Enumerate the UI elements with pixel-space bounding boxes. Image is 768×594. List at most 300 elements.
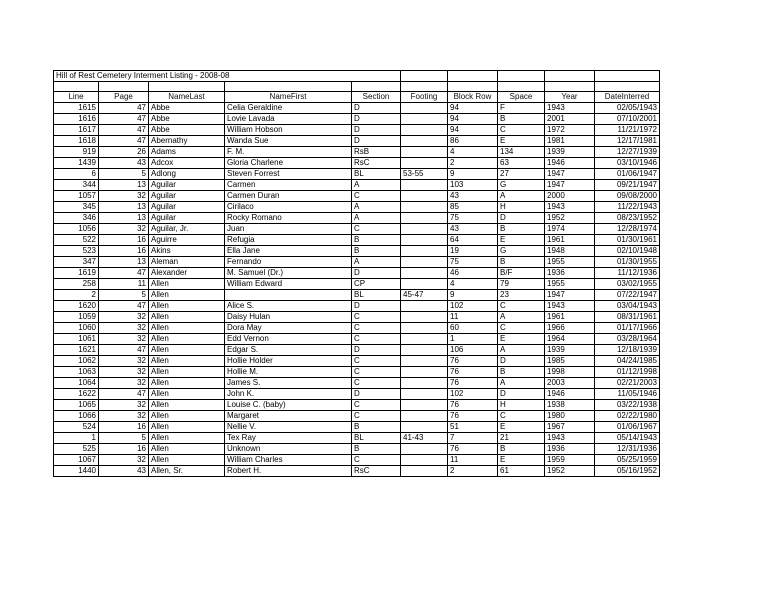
cell-line: 6 [54, 169, 99, 180]
cell-name-last: Allen [149, 433, 225, 444]
cell-date-interred: 05/16/1952 [595, 466, 660, 477]
cell-page: 47 [99, 136, 149, 147]
cell-page: 13 [99, 202, 149, 213]
cell-year: 1966 [545, 323, 595, 334]
table-row [54, 213, 660, 224]
cell-line: 1057 [54, 191, 99, 202]
cell-name-first: Robert H. [225, 466, 352, 477]
cell-section: A [352, 213, 401, 224]
cell-section: D [352, 345, 401, 356]
cell-date-interred: 11/05/1946 [595, 389, 660, 400]
cell-footing [401, 202, 448, 213]
cell-date-interred: 08/31/1961 [595, 312, 660, 323]
cell-page: 47 [99, 389, 149, 400]
cell-name-first: Gloria Charlene [225, 158, 352, 169]
cell-line: 522 [54, 235, 99, 246]
sheet-title: Hill of Rest Cemetery Interment Listing - 2008-08 [54, 71, 401, 82]
cell-year: 1947 [545, 180, 595, 191]
cell-block-row: 60 [448, 323, 498, 334]
col-header-line: Line [54, 92, 99, 103]
cell-block-row: 76 [448, 378, 498, 389]
cell-year: 2000 [545, 191, 595, 202]
cell-footing [401, 356, 448, 367]
cell-footing [401, 378, 448, 389]
cell-section: RsB [352, 147, 401, 158]
cell-line: 524 [54, 422, 99, 433]
cell-name-first: Lovie Lavada [225, 114, 352, 125]
cell-section: RsC [352, 158, 401, 169]
cell-section: D [352, 103, 401, 114]
cell-name-first: Rocky Romano [225, 213, 352, 224]
cell-date-interred: 02/10/1948 [595, 246, 660, 257]
cell-block-row: 4 [448, 147, 498, 158]
cell-date-interred: 12/18/1939 [595, 345, 660, 356]
cell-year: 1961 [545, 235, 595, 246]
empty-cell [401, 71, 448, 82]
cell-footing [401, 158, 448, 169]
cell-year: 1943 [545, 301, 595, 312]
cell-year: 1936 [545, 444, 595, 455]
cell-year: 1967 [545, 422, 595, 433]
cell-line: 1060 [54, 323, 99, 334]
cell-space: D [498, 356, 545, 367]
cell-year: 1998 [545, 367, 595, 378]
cell-name-last: Allen [149, 422, 225, 433]
interment-table [53, 70, 660, 477]
cell-name-last: Allen, Sr. [149, 466, 225, 477]
cell-date-interred: 04/24/1985 [595, 356, 660, 367]
cell-line: 258 [54, 279, 99, 290]
cell-section: CP [352, 279, 401, 290]
cell-space: G [498, 246, 545, 257]
cell-line: 1 [54, 433, 99, 444]
cell-space: C [498, 125, 545, 136]
cell-block-row: 103 [448, 180, 498, 191]
cell-year: 1946 [545, 389, 595, 400]
cell-footing [401, 301, 448, 312]
cell-footing [401, 191, 448, 202]
cell-page: 47 [99, 268, 149, 279]
cell-date-interred: 12/17/1981 [595, 136, 660, 147]
cell-year: 1952 [545, 466, 595, 477]
cell-footing [401, 136, 448, 147]
cell-space: C [498, 301, 545, 312]
cell-space: 134 [498, 147, 545, 158]
cell-section: D [352, 136, 401, 147]
cell-page: 16 [99, 235, 149, 246]
cell-name-last: Allen [149, 334, 225, 345]
cell-footing [401, 411, 448, 422]
cell-page: 5 [99, 433, 149, 444]
cell-footing [401, 466, 448, 477]
cell-year: 1961 [545, 312, 595, 323]
cell-date-interred: 03/04/1943 [595, 301, 660, 312]
cell-line: 1066 [54, 411, 99, 422]
cell-page: 32 [99, 224, 149, 235]
title-row [54, 71, 660, 82]
cell-page: 32 [99, 356, 149, 367]
cell-section: D [352, 301, 401, 312]
cell-block-row: 19 [448, 246, 498, 257]
cell-footing: 45-47 [401, 290, 448, 301]
cell-page: 32 [99, 323, 149, 334]
cell-space: E [498, 334, 545, 345]
cell-name-first: Wanda Sue [225, 136, 352, 147]
table-row [54, 389, 660, 400]
cell-page: 16 [99, 246, 149, 257]
cell-name-first: Ella Jane [225, 246, 352, 257]
cell-block-row: 75 [448, 257, 498, 268]
cell-date-interred: 01/30/1955 [595, 257, 660, 268]
cell-section: B [352, 246, 401, 257]
cell-line: 2 [54, 290, 99, 301]
cell-date-interred: 01/30/1961 [595, 235, 660, 246]
cell-footing [401, 125, 448, 136]
table-row [54, 422, 660, 433]
cell-name-first: Unknown [225, 444, 352, 455]
cell-date-interred: 03/10/1946 [595, 158, 660, 169]
empty-cell [595, 71, 660, 82]
cell-section: A [352, 257, 401, 268]
cell-name-last: Allen [149, 378, 225, 389]
cell-year: 2001 [545, 114, 595, 125]
cell-name-last: Allen [149, 389, 225, 400]
cell-name-first: Celia Geraldine [225, 103, 352, 114]
cell-date-interred: 12/27/1939 [595, 147, 660, 158]
cell-footing [401, 323, 448, 334]
cell-name-first: Edgar S. [225, 345, 352, 356]
cell-name-first: Dora May [225, 323, 352, 334]
table-row [54, 356, 660, 367]
cell-footing: 53-55 [401, 169, 448, 180]
cell-year: 1947 [545, 169, 595, 180]
cell-block-row: 76 [448, 356, 498, 367]
cell-name-last: Abbe [149, 125, 225, 136]
cell-space: B [498, 444, 545, 455]
cell-block-row: 46 [448, 268, 498, 279]
cell-page: 32 [99, 411, 149, 422]
cell-section: D [352, 114, 401, 125]
table-row [54, 125, 660, 136]
cell-line: 1617 [54, 125, 99, 136]
table-row [54, 136, 660, 147]
cell-name-last: Allen [149, 345, 225, 356]
cell-name-last: Abbe [149, 114, 225, 125]
cell-footing [401, 180, 448, 191]
cell-page: 32 [99, 367, 149, 378]
cell-name-last: Aguilar [149, 180, 225, 191]
cell-page: 16 [99, 444, 149, 455]
cell-footing [401, 400, 448, 411]
cell-date-interred: 05/25/1959 [595, 455, 660, 466]
cell-footing [401, 224, 448, 235]
cell-line: 523 [54, 246, 99, 257]
cell-space: B/F [498, 268, 545, 279]
cell-date-interred: 09/21/1947 [595, 180, 660, 191]
empty-cell [545, 71, 595, 82]
table-row [54, 323, 660, 334]
cell-year: 1985 [545, 356, 595, 367]
cell-section: C [352, 356, 401, 367]
cell-footing [401, 246, 448, 257]
cell-date-interred: 02/21/2003 [595, 378, 660, 389]
cell-page: 47 [99, 114, 149, 125]
table-row [54, 235, 660, 246]
cell-block-row: 76 [448, 444, 498, 455]
cell-space: C [498, 411, 545, 422]
cell-block-row: 9 [448, 290, 498, 301]
cell-block-row: 1 [448, 334, 498, 345]
cell-line: 1067 [54, 455, 99, 466]
cell-footing [401, 422, 448, 433]
cell-space: B [498, 257, 545, 268]
col-header-footing: Footing [401, 92, 448, 103]
cell-page: 13 [99, 180, 149, 191]
table-row [54, 114, 660, 125]
cell-year: 1972 [545, 125, 595, 136]
cell-date-interred: 03/28/1964 [595, 334, 660, 345]
cell-footing [401, 444, 448, 455]
cell-line: 346 [54, 213, 99, 224]
cell-section: RsC [352, 466, 401, 477]
cell-section: C [352, 191, 401, 202]
blank-row [54, 82, 660, 92]
cell-name-last: Allen [149, 367, 225, 378]
cell-section: BL [352, 290, 401, 301]
cell-name-last: Allen [149, 356, 225, 367]
col-header-dateinterred: DateInterred [595, 92, 660, 103]
cell-section: C [352, 455, 401, 466]
table-row [54, 180, 660, 191]
cell-section: D [352, 268, 401, 279]
cell-section: D [352, 389, 401, 400]
cell-name-first: William Charles [225, 455, 352, 466]
cell-footing [401, 312, 448, 323]
cell-section: B [352, 444, 401, 455]
cell-name-last: Aguilar [149, 191, 225, 202]
cell-year: 1943 [545, 103, 595, 114]
cell-block-row: 86 [448, 136, 498, 147]
cell-line: 1056 [54, 224, 99, 235]
cell-line: 1618 [54, 136, 99, 147]
cell-space: H [498, 202, 545, 213]
cell-name-first: Nellie V. [225, 422, 352, 433]
cell-date-interred: 03/22/1938 [595, 400, 660, 411]
cell-year: 1959 [545, 455, 595, 466]
table-row [54, 169, 660, 180]
cell-line: 1619 [54, 268, 99, 279]
cell-page: 32 [99, 400, 149, 411]
cell-page: 47 [99, 301, 149, 312]
cell-name-first: M. Samuel (Dr.) [225, 268, 352, 279]
cell-name-last: Aguilar, Jr. [149, 224, 225, 235]
cell-page: 47 [99, 345, 149, 356]
cell-name-last: Abbe [149, 103, 225, 114]
cell-space: 27 [498, 169, 545, 180]
col-header-section: Section [352, 92, 401, 103]
cell-section: D [352, 125, 401, 136]
cell-year: 1936 [545, 268, 595, 279]
cell-section: C [352, 224, 401, 235]
cell-name-first: Hollie Holder [225, 356, 352, 367]
cell-page: 26 [99, 147, 149, 158]
cell-name-last: Allen [149, 411, 225, 422]
cell-year: 1955 [545, 257, 595, 268]
cell-section: C [352, 323, 401, 334]
cell-name-first: Cirilaco [225, 202, 352, 213]
cell-name-last: Allen [149, 400, 225, 411]
cell-space: C [498, 323, 545, 334]
cell-page: 13 [99, 257, 149, 268]
cell-block-row: 85 [448, 202, 498, 213]
cell-block-row: 102 [448, 301, 498, 312]
cell-name-first: William Hobson [225, 125, 352, 136]
table-row [54, 345, 660, 356]
cell-line: 1440 [54, 466, 99, 477]
cell-block-row: 94 [448, 114, 498, 125]
cell-space: E [498, 136, 545, 147]
cell-page: 43 [99, 158, 149, 169]
cell-space: 61 [498, 466, 545, 477]
cell-block-row: 76 [448, 367, 498, 378]
cell-section: C [352, 367, 401, 378]
cell-year: 1943 [545, 202, 595, 213]
cell-year: 1946 [545, 158, 595, 169]
cell-block-row: 102 [448, 389, 498, 400]
cell-line: 344 [54, 180, 99, 191]
table-row [54, 246, 660, 257]
cell-name-last: Alexander [149, 268, 225, 279]
cell-name-first: Hollie M. [225, 367, 352, 378]
cell-block-row: 2 [448, 158, 498, 169]
table-row [54, 202, 660, 213]
cell-section: C [352, 312, 401, 323]
cell-year: 1938 [545, 400, 595, 411]
table-row [54, 455, 660, 466]
cell-page: 32 [99, 378, 149, 389]
cell-space: A [498, 191, 545, 202]
cell-footing [401, 455, 448, 466]
table-body [54, 103, 660, 477]
cell-footing [401, 257, 448, 268]
cell-line: 919 [54, 147, 99, 158]
cell-line: 1620 [54, 301, 99, 312]
cell-page: 47 [99, 125, 149, 136]
cell-name-first: William Edward [225, 279, 352, 290]
cell-name-last: Allen [149, 312, 225, 323]
cell-year: 1980 [545, 411, 595, 422]
cell-page: 16 [99, 422, 149, 433]
cell-footing [401, 389, 448, 400]
cell-section: C [352, 334, 401, 345]
table-row [54, 400, 660, 411]
cell-block-row: 11 [448, 312, 498, 323]
cell-footing [401, 103, 448, 114]
table-row [54, 444, 660, 455]
cell-name-first [225, 290, 352, 301]
cell-page: 5 [99, 290, 149, 301]
cell-name-last: Allen [149, 323, 225, 334]
cell-name-last: Adcox [149, 158, 225, 169]
cell-name-last: Adlong [149, 169, 225, 180]
cell-line: 1615 [54, 103, 99, 114]
cell-space: 21 [498, 433, 545, 444]
cell-name-last: Allen [149, 444, 225, 455]
empty-cell [448, 71, 498, 82]
cell-name-first: F. M. [225, 147, 352, 158]
cell-name-last: Allen [149, 301, 225, 312]
cell-block-row: 106 [448, 345, 498, 356]
cell-line: 1622 [54, 389, 99, 400]
cell-date-interred: 07/22/1947 [595, 290, 660, 301]
cell-section: B [352, 422, 401, 433]
cell-page: 32 [99, 312, 149, 323]
table-row [54, 334, 660, 345]
cell-year: 1939 [545, 147, 595, 158]
cell-page: 47 [99, 103, 149, 114]
cell-block-row: 2 [448, 466, 498, 477]
cell-date-interred: 11/21/1972 [595, 125, 660, 136]
cell-name-last: Allen [149, 455, 225, 466]
cell-year: 1948 [545, 246, 595, 257]
table-row [54, 466, 660, 477]
cell-block-row: 75 [448, 213, 498, 224]
cell-block-row: 51 [448, 422, 498, 433]
cell-space: B [498, 114, 545, 125]
table-row [54, 158, 660, 169]
cell-block-row: 4 [448, 279, 498, 290]
cell-block-row: 94 [448, 103, 498, 114]
col-header-page: Page [99, 92, 149, 103]
cell-block-row: 94 [448, 125, 498, 136]
table-row [54, 268, 660, 279]
cell-date-interred: 12/28/1974 [595, 224, 660, 235]
cell-footing [401, 213, 448, 224]
cell-date-interred: 11/22/1943 [595, 202, 660, 213]
col-header-year: Year [545, 92, 595, 103]
cell-page: 32 [99, 191, 149, 202]
cell-year: 1943 [545, 433, 595, 444]
cell-section: A [352, 202, 401, 213]
cell-space: G [498, 180, 545, 191]
table-row [54, 301, 660, 312]
cell-section: C [352, 411, 401, 422]
cell-line: 1061 [54, 334, 99, 345]
cell-date-interred: 02/05/1943 [595, 103, 660, 114]
cell-name-first: Edd Vernon [225, 334, 352, 345]
cell-section: BL [352, 433, 401, 444]
cell-line: 1439 [54, 158, 99, 169]
cell-space: H [498, 400, 545, 411]
cell-page: 32 [99, 334, 149, 345]
cell-name-first: Carmen [225, 180, 352, 191]
cell-page: 13 [99, 213, 149, 224]
table-row [54, 224, 660, 235]
table-row [54, 290, 660, 301]
cell-space: D [498, 213, 545, 224]
cell-name-first: John K. [225, 389, 352, 400]
cell-space: A [498, 312, 545, 323]
cell-name-last: Abernathy [149, 136, 225, 147]
cell-date-interred: 09/08/2000 [595, 191, 660, 202]
cell-name-first: Tex Ray [225, 433, 352, 444]
cell-line: 347 [54, 257, 99, 268]
cell-line: 1621 [54, 345, 99, 356]
cell-block-row: 43 [448, 191, 498, 202]
cell-year: 1974 [545, 224, 595, 235]
cell-page: 5 [99, 169, 149, 180]
cell-space: 63 [498, 158, 545, 169]
